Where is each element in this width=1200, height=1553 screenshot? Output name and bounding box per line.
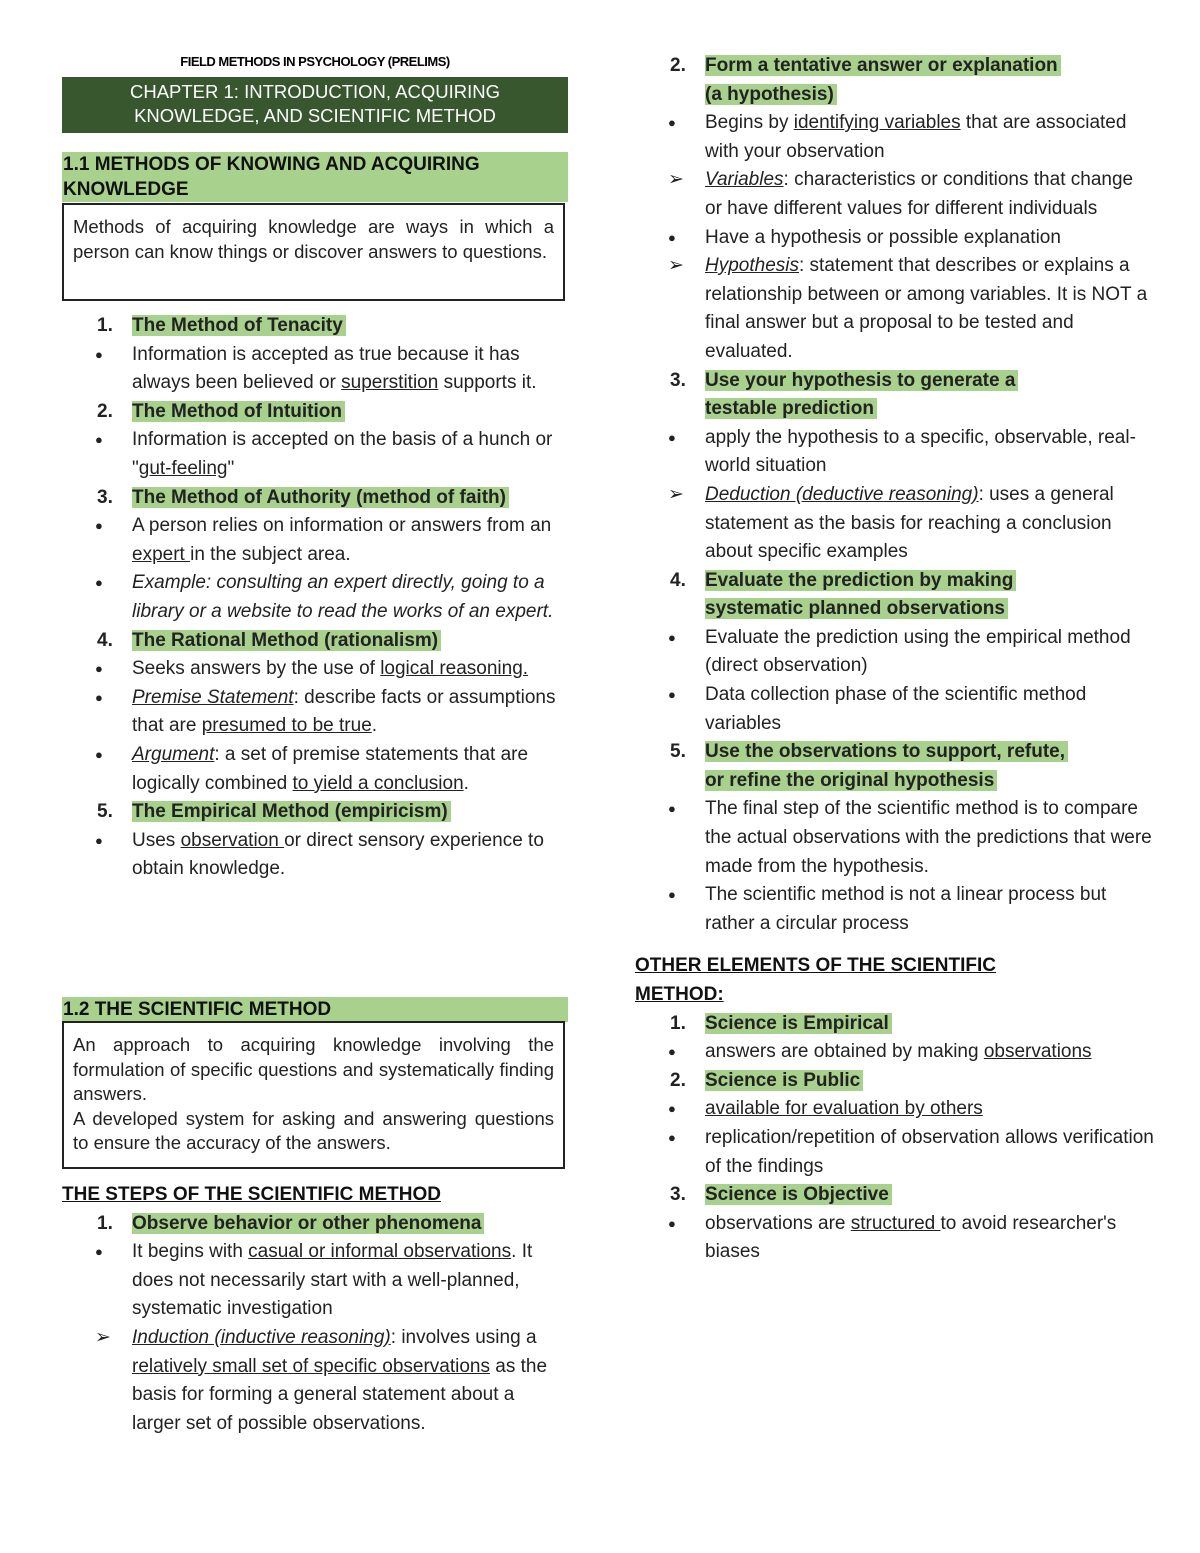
bullet-item: ● Evaluate the prediction using the empirical method (direct observation) <box>635 624 1155 681</box>
bullet-icon: ● <box>668 429 676 445</box>
method-item <box>62 312 568 341</box>
element-number: 2. <box>670 1069 686 1091</box>
arrow-item: ➢ Hypothesis: statement that describes or explains a relationship between or among variables. It is NOT a final answer but a proposal to be tested and evaluated. <box>635 252 1155 366</box>
bullet-icon: ● <box>95 518 103 534</box>
section-1-heading: 1.1 METHODS OF KNOWING AND ACQUIRING KNOWLEDGE <box>62 152 568 202</box>
step-title-cont: (a hypothesis) <box>705 84 837 105</box>
step-title: Use your hypothesis to generate a <box>705 370 1018 391</box>
right-column <box>635 52 1155 1267</box>
section-2-heading: 1.2 THE SCIENTIFIC METHOD <box>62 997 568 1022</box>
arrow-item: ➢ Variables: characteristics or conditions that change or have different values for different individuals <box>635 166 1155 223</box>
other-elements-title: OTHER ELEMENTS OF THE SCIENTIFIC METHOD: <box>635 955 997 1005</box>
step-title: Observe behavior or other phenomena <box>132 1213 484 1234</box>
bullet-icon: ● <box>668 1215 676 1231</box>
method-number: 1. <box>97 315 113 336</box>
element-item <box>635 1181 1155 1210</box>
bullet-icon: ● <box>95 832 103 848</box>
bullet-item: ● Example: consulting an expert directly, going to a library or a website to read the works of an expert. <box>62 569 568 626</box>
section-1-definition-box <box>62 203 565 301</box>
bullet-icon: ● <box>668 687 676 703</box>
left-column <box>62 312 568 884</box>
bullet-icon: ● <box>95 1244 103 1260</box>
bullet-icon: ● <box>95 575 103 591</box>
method-title: The Method of Tenacity <box>132 315 346 336</box>
method-number: 2. <box>97 400 113 422</box>
step-title-cont: testable prediction <box>705 398 877 419</box>
bullet-item: ● It begins with casual or informal observations. It does not necessarily start with a well-planned, systematic investigation <box>62 1238 568 1324</box>
steps-column-left <box>62 1181 568 1438</box>
arrow-item: ➢ Induction (inductive reasoning): involves using a relatively small set of specific observations as the basis for forming a general statement about a larger set of possible observations. <box>62 1324 568 1438</box>
step-number: 1. <box>97 1212 113 1234</box>
bullet-item: ● apply the hypothesis to a specific, observable, real-world situation <box>635 424 1155 481</box>
bullet-item: ● The final step of the scientific method is to compare the actual observations with the predictions that were made from the hypothesis. <box>635 795 1155 881</box>
method-item <box>62 398 568 427</box>
bullet-icon: ● <box>95 432 103 448</box>
method-item <box>62 627 568 656</box>
bullet-item: ● Seeks answers by the use of logical reasoning. <box>62 655 568 684</box>
bullet-icon: ● <box>668 629 676 645</box>
arrow-bullet-icon: ➢ <box>95 1326 111 1348</box>
bullet-item: ● The scientific method is not a linear process but rather a circular process <box>635 881 1155 938</box>
bullet-item: ● Information is accepted as true because it has always been believed or superstition supports it. <box>62 341 568 398</box>
bullet-icon: ● <box>95 661 103 677</box>
arrow-item: ➢ Deduction (deductive reasoning): uses a general statement as the basis for reaching a conclusion about specific examples <box>635 481 1155 567</box>
bullet-item: ● observations are structured to avoid researcher's biases <box>635 1210 1155 1267</box>
chapter-title-line1: CHAPTER 1: INTRODUCTION, ACQUIRING <box>129 81 501 102</box>
bullet-item: ● answers are obtained by making observations <box>635 1038 1155 1067</box>
element-number: 1. <box>670 1012 686 1034</box>
element-title: Science is Objective <box>705 1184 892 1205</box>
bullet-icon: ● <box>95 689 103 705</box>
arrow-bullet-icon: ➢ <box>668 483 684 505</box>
element-title: Science is Public <box>705 1070 863 1091</box>
method-item <box>62 798 568 827</box>
bullet-item: ● A person relies on information or answers from an expert in the subject area. <box>62 512 568 569</box>
bullet-icon: ● <box>668 887 676 903</box>
step-item <box>635 367 1155 424</box>
step-item <box>635 738 1155 795</box>
bullet-icon: ● <box>668 1044 676 1060</box>
chapter-title-line2: KNOWLEDGE, AND SCIENTIFIC METHOD <box>134 105 496 126</box>
bullet-item: ● replication/repetition of observation allows verification of the findings <box>635 1124 1155 1181</box>
step-item <box>635 567 1155 624</box>
step-title: Form a tentative answer or explanation <box>705 55 1061 76</box>
section-1-definition: Methods of acquiring knowledge are ways in which a person can know things or discover answers to questions. <box>73 216 554 262</box>
bullet-item: ● Begins by identifying variables that are associated with your observation <box>635 109 1155 166</box>
element-item <box>635 1010 1155 1039</box>
element-title: Science is Empirical <box>705 1013 892 1034</box>
step-title-cont: or refine the original hypothesis <box>705 770 997 791</box>
method-title: The Empirical Method (empiricism) <box>132 801 451 822</box>
method-title: The Method of Intuition <box>132 401 345 422</box>
step-title-cont: systematic planned observations <box>705 598 1008 619</box>
bullet-icon: ● <box>668 229 676 245</box>
arrow-bullet-icon: ➢ <box>668 255 684 277</box>
step-title: Use the observations to support, refute, <box>705 741 1068 762</box>
step-item <box>635 52 1155 109</box>
bullet-item: ● Argument: a set of premise statements that are logically combined to yield a conclusion. <box>62 741 568 798</box>
section-2-definition-1: An approach to acquiring knowledge involving the formulation of specific questions and systematically finding answers. <box>73 1034 554 1104</box>
method-item <box>62 484 568 513</box>
method-title: The Method of Authority (method of faith) <box>132 487 509 508</box>
method-title: The Rational Method (rationalism) <box>132 630 441 651</box>
bullet-item: ● Uses observation or direct sensory experience to obtain knowledge. <box>62 827 568 884</box>
step-number: 3. <box>670 369 686 391</box>
bullet-icon: ● <box>668 1129 676 1145</box>
step-title: Evaluate the prediction by making <box>705 570 1016 591</box>
step-item <box>62 1210 568 1239</box>
method-number: 3. <box>97 486 113 508</box>
page-header: FIELD METHODS IN PSYCHOLOGY (PRELIMS) <box>180 54 450 69</box>
step-number: 5. <box>670 741 686 763</box>
steps-title: THE STEPS OF THE SCIENTIFIC METHOD <box>62 1184 441 1205</box>
element-item <box>635 1067 1155 1096</box>
step-number: 4. <box>670 569 686 591</box>
bullet-icon: ● <box>95 746 103 762</box>
step-number: 2. <box>670 55 686 76</box>
arrow-bullet-icon: ➢ <box>668 169 684 191</box>
chapter-banner <box>62 77 568 133</box>
bullet-icon: ● <box>95 346 103 362</box>
section-2-definition-box <box>62 1021 565 1169</box>
element-number: 3. <box>670 1184 686 1206</box>
section-2-definition-2: A developed system for asking and answering questions to ensure the accuracy of the answers. <box>73 1107 554 1153</box>
bullet-item: ● available for evaluation by others <box>635 1095 1155 1124</box>
method-number: 4. <box>97 629 113 651</box>
bullet-item: ● Premise Statement: describe facts or assumptions that are presumed to be true. <box>62 684 568 741</box>
method-number: 5. <box>97 801 113 823</box>
bullet-icon: ● <box>668 1101 676 1117</box>
bullet-item: ● Have a hypothesis or possible explanation <box>635 224 1155 253</box>
bullet-icon: ● <box>668 115 676 131</box>
bullet-item: ● Information is accepted on the basis of a hunch or "gut-feeling" <box>62 426 568 483</box>
bullet-item: ● Data collection phase of the scientific method variables <box>635 681 1155 738</box>
bullet-icon: ● <box>668 801 676 817</box>
